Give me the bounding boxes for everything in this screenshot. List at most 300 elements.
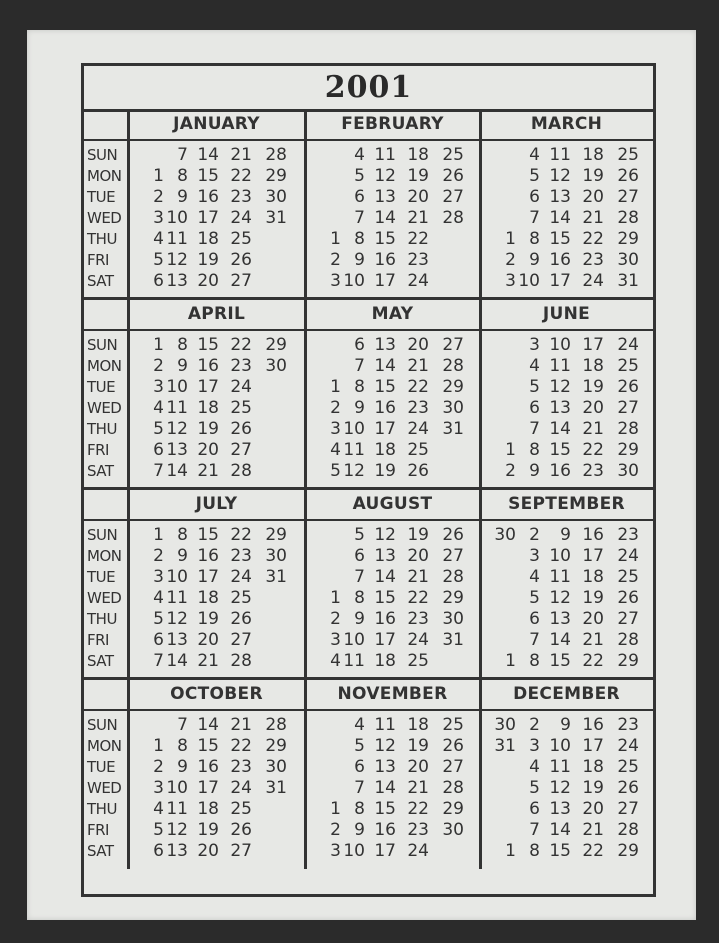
day-number: 24	[407, 630, 429, 650]
day-number: 30	[442, 820, 464, 840]
day-number: 5	[354, 166, 365, 186]
day-number: 19	[197, 419, 219, 439]
day-number: 11	[374, 145, 396, 165]
day-number: 22	[230, 335, 252, 355]
day-number: 22	[407, 229, 429, 249]
day-number: 2	[529, 525, 540, 545]
day-number: 8	[529, 651, 540, 671]
day-number: 27	[617, 187, 639, 207]
day-number: 27	[230, 440, 252, 460]
month-name: DECEMBER	[513, 684, 620, 704]
day-number: 17	[197, 377, 219, 397]
month-name: MAY	[371, 304, 414, 324]
day-number: 16	[197, 356, 219, 376]
day-number: 31	[442, 419, 464, 439]
day-number: 5	[354, 525, 365, 545]
day-number: 19	[197, 609, 219, 629]
day-number: 13	[166, 841, 188, 861]
day-number: 13	[374, 335, 396, 355]
day-number: 26	[230, 609, 252, 629]
day-number: 26	[617, 377, 639, 397]
weekday-label: SUN	[87, 716, 118, 734]
day-number: 20	[197, 841, 219, 861]
day-number: 1	[505, 440, 516, 460]
day-number: 7	[354, 778, 365, 798]
day-number: 15	[549, 440, 571, 460]
day-number: 8	[177, 736, 188, 756]
day-number: 16	[197, 546, 219, 566]
day-number: 17	[374, 841, 396, 861]
month-name: NOVEMBER	[337, 684, 448, 704]
day-number: 3	[330, 419, 341, 439]
day-number: 14	[549, 630, 571, 650]
day-number: 24	[230, 377, 252, 397]
day-number: 25	[617, 145, 639, 165]
month-name: AUGUST	[352, 494, 433, 514]
day-number: 4	[529, 567, 540, 587]
day-number: 18	[582, 356, 604, 376]
month-header-divider	[84, 709, 653, 711]
day-number: 23	[407, 250, 429, 270]
day-number: 14	[166, 461, 188, 481]
day-number: 22	[230, 166, 252, 186]
day-number: 19	[582, 166, 604, 186]
day-number: 10	[343, 419, 365, 439]
day-number: 22	[407, 588, 429, 608]
day-number: 2	[330, 250, 341, 270]
day-number: 15	[197, 525, 219, 545]
day-number: 14	[197, 145, 219, 165]
weekday-label: MON	[87, 167, 122, 185]
day-number: 19	[407, 736, 429, 756]
day-number: 13	[549, 609, 571, 629]
day-number: 3	[505, 271, 516, 291]
weekday-label: SAT	[87, 462, 114, 480]
day-number: 15	[374, 377, 396, 397]
day-number: 5	[529, 778, 540, 798]
weekday-label: TUE	[87, 188, 116, 206]
weekday-label: WED	[87, 589, 122, 607]
day-number: 11	[166, 799, 188, 819]
day-number: 20	[407, 546, 429, 566]
day-number: 24	[230, 778, 252, 798]
day-number: 1	[505, 651, 516, 671]
weekday-label: SUN	[87, 526, 118, 544]
day-number: 16	[197, 187, 219, 207]
weekday-label: TUE	[87, 568, 116, 586]
day-number: 27	[442, 546, 464, 566]
day-number: 27	[230, 841, 252, 861]
day-number: 30	[442, 609, 464, 629]
day-number: 30	[265, 187, 287, 207]
day-number: 11	[166, 398, 188, 418]
day-number: 10	[343, 841, 365, 861]
day-number: 12	[343, 461, 365, 481]
day-number: 28	[617, 630, 639, 650]
day-number: 8	[177, 335, 188, 355]
weekday-label: THU	[87, 420, 117, 438]
day-number: 21	[197, 461, 219, 481]
day-number: 17	[582, 335, 604, 355]
day-number: 30	[265, 757, 287, 777]
day-number: 2	[505, 250, 516, 270]
day-number: 7	[529, 208, 540, 228]
month-name: JULY	[195, 494, 238, 514]
day-number: 7	[529, 630, 540, 650]
day-number: 13	[374, 757, 396, 777]
day-number: 18	[582, 145, 604, 165]
day-number: 18	[197, 398, 219, 418]
day-number: 24	[407, 271, 429, 291]
day-number: 6	[529, 609, 540, 629]
day-number: 25	[407, 440, 429, 460]
day-number: 30	[265, 356, 287, 376]
day-number: 23	[230, 757, 252, 777]
day-number: 3	[330, 841, 341, 861]
day-number: 19	[582, 778, 604, 798]
day-number: 11	[166, 588, 188, 608]
weekday-label: THU	[87, 800, 117, 818]
day-number: 22	[230, 525, 252, 545]
day-number: 19	[197, 820, 219, 840]
day-number: 5	[153, 609, 164, 629]
day-number: 27	[617, 609, 639, 629]
day-number: 3	[529, 335, 540, 355]
day-number: 29	[265, 335, 287, 355]
month-header-divider	[84, 139, 653, 141]
month-header-divider	[84, 329, 653, 331]
day-number: 20	[197, 630, 219, 650]
day-number: 3	[330, 271, 341, 291]
day-number: 28	[442, 567, 464, 587]
day-number: 29	[617, 229, 639, 249]
day-number: 13	[549, 187, 571, 207]
day-number: 21	[582, 630, 604, 650]
day-number: 2	[529, 715, 540, 735]
day-number: 28	[617, 820, 639, 840]
day-number: 2	[153, 546, 164, 566]
day-number: 26	[617, 778, 639, 798]
day-number: 10	[343, 271, 365, 291]
day-number: 5	[153, 419, 164, 439]
day-number: 7	[354, 356, 365, 376]
day-number: 28	[442, 778, 464, 798]
day-number: 21	[582, 208, 604, 228]
day-number: 25	[442, 715, 464, 735]
day-number: 26	[442, 736, 464, 756]
day-number: 16	[582, 525, 604, 545]
day-number: 25	[230, 398, 252, 418]
day-number: 26	[442, 166, 464, 186]
day-number: 12	[374, 736, 396, 756]
day-number: 10	[549, 736, 571, 756]
day-number: 24	[617, 335, 639, 355]
day-number: 23	[407, 609, 429, 629]
month-name: JUNE	[542, 304, 591, 324]
day-number: 11	[343, 651, 365, 671]
weekday-label: MON	[87, 357, 122, 375]
day-number: 24	[582, 271, 604, 291]
day-number: 4	[354, 145, 365, 165]
day-number: 24	[230, 567, 252, 587]
day-number: 18	[197, 229, 219, 249]
day-number: 8	[529, 229, 540, 249]
day-number: 9	[560, 525, 571, 545]
day-number: 9	[177, 187, 188, 207]
day-number: 19	[582, 377, 604, 397]
day-number: 13	[374, 546, 396, 566]
weekday-label: WED	[87, 779, 122, 797]
day-number: 11	[343, 440, 365, 460]
day-number: 13	[549, 799, 571, 819]
day-number: 27	[617, 799, 639, 819]
day-number: 19	[582, 588, 604, 608]
day-number: 25	[617, 356, 639, 376]
day-number: 18	[197, 799, 219, 819]
day-number: 16	[374, 820, 396, 840]
day-number: 16	[197, 757, 219, 777]
day-number: 9	[354, 609, 365, 629]
day-number: 31	[265, 778, 287, 798]
day-number: 12	[374, 525, 396, 545]
day-number: 14	[374, 356, 396, 376]
day-number: 31	[617, 271, 639, 291]
year-title: 2001	[324, 70, 413, 105]
day-number: 1	[505, 229, 516, 249]
day-number: 9	[560, 715, 571, 735]
day-number: 2	[505, 461, 516, 481]
day-number: 12	[166, 419, 188, 439]
day-number: 5	[529, 377, 540, 397]
day-number: 15	[549, 651, 571, 671]
day-number: 31	[442, 630, 464, 650]
day-number: 27	[617, 398, 639, 418]
day-number: 4	[153, 229, 164, 249]
day-number: 10	[166, 377, 188, 397]
day-number: 23	[407, 820, 429, 840]
day-number: 29	[617, 841, 639, 861]
weekday-label: SAT	[87, 272, 114, 290]
day-number: 11	[374, 715, 396, 735]
day-number: 6	[153, 841, 164, 861]
day-number: 16	[374, 250, 396, 270]
day-number: 1	[153, 166, 164, 186]
day-number: 14	[166, 651, 188, 671]
day-number: 22	[582, 841, 604, 861]
day-number: 17	[549, 271, 571, 291]
day-number: 27	[442, 187, 464, 207]
day-number: 4	[153, 799, 164, 819]
day-number: 14	[374, 208, 396, 228]
weekday-label: WED	[87, 209, 122, 227]
day-number: 14	[549, 419, 571, 439]
day-number: 12	[549, 778, 571, 798]
day-number: 22	[582, 440, 604, 460]
day-number: 20	[197, 440, 219, 460]
day-number: 29	[442, 799, 464, 819]
day-number: 4	[330, 440, 341, 460]
day-number: 11	[549, 356, 571, 376]
day-number: 2	[330, 820, 341, 840]
day-number: 4	[153, 588, 164, 608]
day-number: 29	[442, 377, 464, 397]
day-number: 16	[549, 461, 571, 481]
weekday-label: FRI	[87, 441, 109, 459]
day-number: 8	[354, 799, 365, 819]
day-number: 4	[354, 715, 365, 735]
day-number: 4	[529, 757, 540, 777]
day-number: 2	[330, 609, 341, 629]
day-number: 24	[407, 841, 429, 861]
day-number: 26	[617, 166, 639, 186]
day-number: 23	[582, 250, 604, 270]
day-number: 21	[230, 145, 252, 165]
day-number: 18	[374, 651, 396, 671]
day-number: 28	[265, 145, 287, 165]
day-number: 19	[407, 525, 429, 545]
day-number: 31	[265, 208, 287, 228]
day-number: 23	[230, 546, 252, 566]
day-number: 8	[529, 440, 540, 460]
month-name: OCTOBER	[170, 684, 263, 704]
day-number: 18	[582, 757, 604, 777]
day-number: 3	[529, 736, 540, 756]
day-number: 5	[330, 461, 341, 481]
day-number: 7	[354, 567, 365, 587]
day-number: 23	[617, 715, 639, 735]
day-number: 22	[230, 736, 252, 756]
day-number: 16	[582, 715, 604, 735]
month-header-divider	[84, 519, 653, 521]
day-number: 6	[529, 398, 540, 418]
day-number: 17	[197, 567, 219, 587]
weekday-label: SUN	[87, 146, 118, 164]
day-number: 16	[374, 609, 396, 629]
day-number: 1	[330, 377, 341, 397]
day-number: 28	[230, 461, 252, 481]
day-number: 21	[407, 567, 429, 587]
day-number: 15	[197, 736, 219, 756]
day-number: 24	[230, 208, 252, 228]
day-number: 17	[582, 546, 604, 566]
day-number: 15	[374, 229, 396, 249]
day-number: 7	[153, 651, 164, 671]
day-number: 21	[582, 820, 604, 840]
day-number: 9	[354, 250, 365, 270]
day-number: 10	[166, 208, 188, 228]
day-number: 9	[529, 250, 540, 270]
day-number: 9	[177, 757, 188, 777]
day-number: 5	[529, 166, 540, 186]
month-name: APRIL	[187, 304, 246, 324]
day-number: 20	[407, 187, 429, 207]
day-number: 2	[153, 757, 164, 777]
day-number: 3	[153, 208, 164, 228]
day-number: 6	[153, 630, 164, 650]
day-number: 4	[153, 398, 164, 418]
day-number: 24	[407, 419, 429, 439]
day-number: 5	[354, 736, 365, 756]
day-number: 1	[153, 525, 164, 545]
day-number: 14	[197, 715, 219, 735]
day-number: 26	[230, 250, 252, 270]
weekday-label: MON	[87, 737, 122, 755]
month-name: FEBRUARY	[341, 114, 444, 134]
day-number: 12	[166, 250, 188, 270]
day-number: 10	[518, 271, 540, 291]
day-number: 13	[374, 187, 396, 207]
day-number: 6	[354, 187, 365, 207]
day-number: 12	[549, 377, 571, 397]
day-number: 28	[265, 715, 287, 735]
day-number: 8	[354, 588, 365, 608]
month-name: MARCH	[530, 114, 603, 134]
day-number: 2	[153, 187, 164, 207]
weekday-label: FRI	[87, 251, 109, 269]
day-number: 26	[407, 461, 429, 481]
day-number: 3	[153, 567, 164, 587]
day-number: 8	[177, 525, 188, 545]
day-number: 8	[177, 166, 188, 186]
day-number: 9	[177, 546, 188, 566]
day-number: 8	[529, 841, 540, 861]
day-number: 13	[166, 440, 188, 460]
weekday-label: WED	[87, 399, 122, 417]
day-number: 1	[505, 841, 516, 861]
day-number: 17	[197, 208, 219, 228]
day-number: 3	[153, 778, 164, 798]
day-number: 23	[582, 461, 604, 481]
weekday-label: TUE	[87, 758, 116, 776]
day-number: 25	[442, 145, 464, 165]
day-number: 27	[230, 630, 252, 650]
day-number: 4	[529, 145, 540, 165]
day-number: 16	[374, 398, 396, 418]
day-number: 3	[529, 546, 540, 566]
day-number: 25	[230, 588, 252, 608]
day-number: 20	[407, 335, 429, 355]
day-number: 15	[549, 229, 571, 249]
day-number: 15	[549, 841, 571, 861]
day-number: 21	[407, 208, 429, 228]
day-number: 12	[166, 609, 188, 629]
day-number: 26	[230, 820, 252, 840]
day-number: 6	[354, 757, 365, 777]
day-number: 4	[330, 651, 341, 671]
day-number: 29	[442, 588, 464, 608]
day-number: 28	[442, 356, 464, 376]
day-number: 9	[177, 356, 188, 376]
day-number: 10	[166, 778, 188, 798]
day-number: 15	[197, 335, 219, 355]
day-number: 19	[374, 461, 396, 481]
day-number: 30	[442, 398, 464, 418]
day-number: 22	[582, 651, 604, 671]
day-number: 6	[529, 799, 540, 819]
day-number: 22	[582, 229, 604, 249]
month-name: SEPTEMBER	[508, 494, 625, 514]
day-number: 25	[617, 567, 639, 587]
day-number: 17	[374, 271, 396, 291]
day-number: 7	[177, 715, 188, 735]
day-number: 26	[442, 525, 464, 545]
day-number: 10	[549, 546, 571, 566]
day-number: 16	[549, 250, 571, 270]
calendar-frame	[81, 63, 656, 897]
day-number: 8	[354, 377, 365, 397]
day-number: 18	[197, 588, 219, 608]
day-number: 20	[197, 271, 219, 291]
